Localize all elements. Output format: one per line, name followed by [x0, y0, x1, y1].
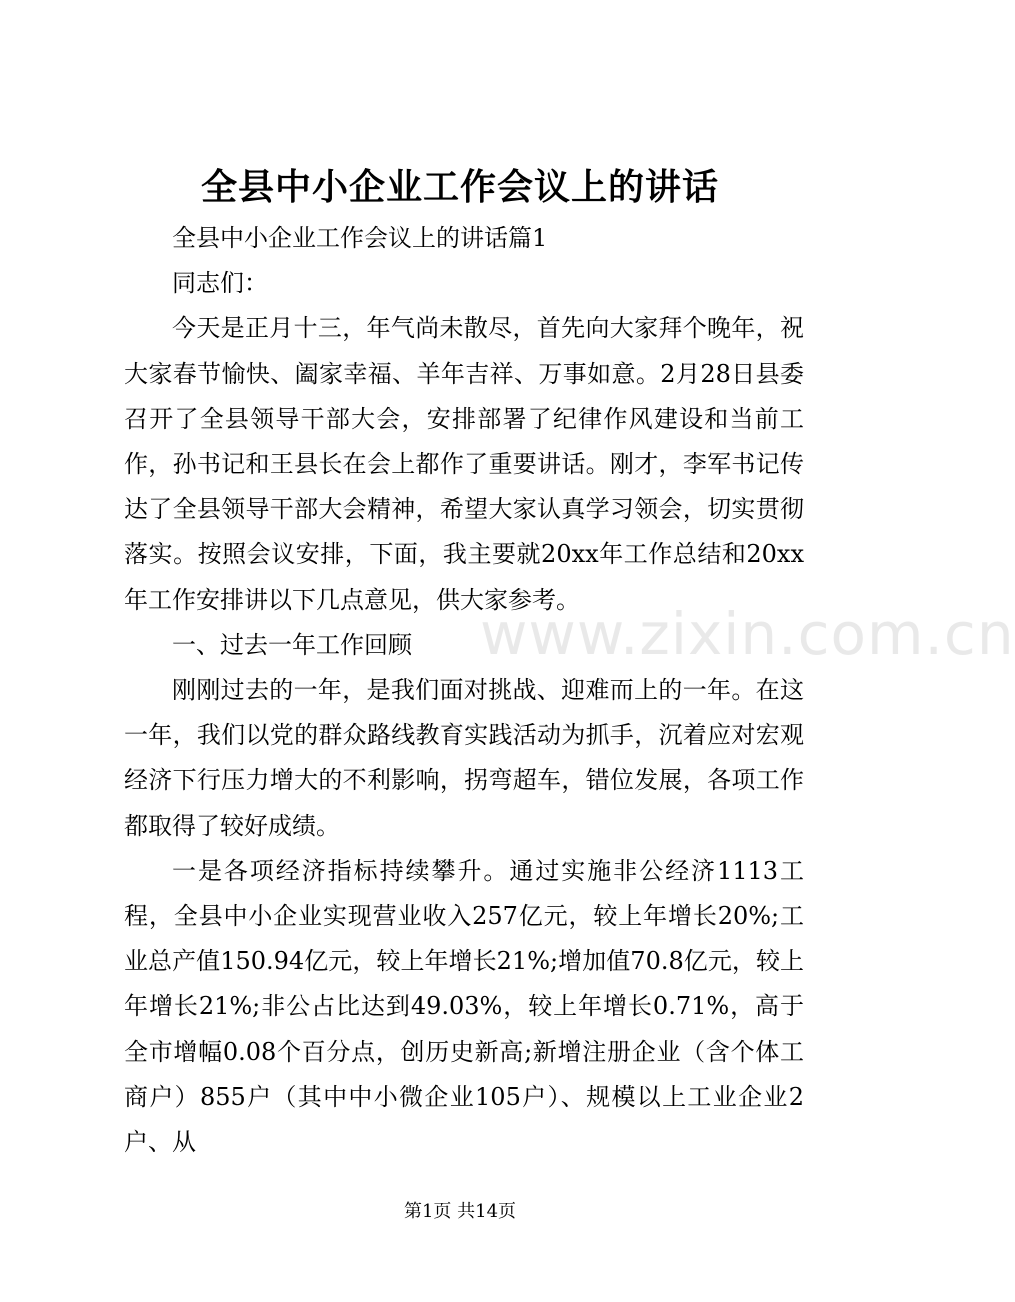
section-heading-review: 一、过去一年工作回顾: [172, 630, 412, 659]
document-title: 全县中小企业工作会议上的讲话: [200, 166, 719, 208]
paragraph-subtitle: 全县中小企业工作会议上的讲话篇1: [172, 224, 548, 252]
watermark: www.zixin.com.cn: [480, 600, 1015, 668]
paragraph-indicators: 一是各项经济指标持续攀升。通过实施非公经济1113工程，全县中小企业实现营业收入257亿元，较上年增长20%;工业总产值150.94亿元，较上年增长21%;增加值70.8亿元，较上年增长21%;非公占比达到49.03%，较上年增长0.71%，高于全市增幅0.08个百分点，创历史新高;新增注册企业（含个体工商户）855户（其中中小微企业105户）、规模以上工业企业2户、从: [124, 856, 804, 1157]
document-body: [124, 216, 804, 1165]
paragraph-salutation: 同志们：: [172, 269, 268, 298]
paragraph-review: 刚刚过去的一年，是我们面对挑战、迎难而上的一年。在这一年，我们以党的群众路线教育实践活动为抓手，沉着应对宏观经济下行压力增大的不利影响，拐弯超车，错位发展，各项工作都取得了较好成绩。: [124, 676, 804, 840]
paragraph-opening: 今天是正月十三，年气尚未散尽，首先向大家拜个晚年，祝大家春节愉快、阖家幸福、羊年吉祥、万事如意。2月28日县委召开了全县领导干部大会，安排部署了纪律作风建设和当前工作，孙书记和王县长在会上都作了重要讲话。刚才，李军书记传达了全县领导干部大会精神，希望大家认真学习领会，切实贯彻落实。按照会议安排，下面，我主要就20xx年工作总结和20xx年工作安排讲以下几点意见，供大家参考。: [124, 314, 804, 614]
page-footer: 第1页 共14页: [403, 1201, 517, 1222]
